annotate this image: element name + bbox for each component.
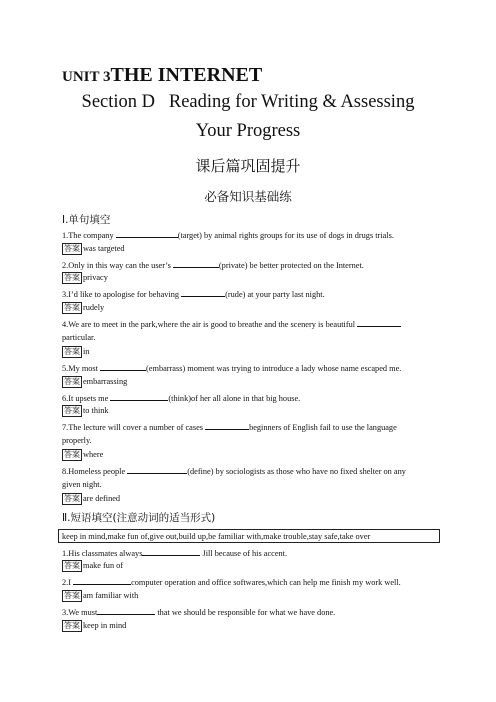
question-7-cont: properly. [62,436,92,445]
answer-7: 答案 where [64,450,104,459]
answer-2: 答案 privacy [64,273,108,282]
question-4-cont: particular. [62,333,96,342]
answer-badge: 答案 [64,273,80,282]
answer-badge: 答案 [64,347,80,356]
answer-4: 答案 in [64,347,90,356]
answer-6: 答案 to think [64,406,109,415]
phrase-box: keep in mind,make fun of,give out,build up,be familiar with,make trouble,stay safe,take over [58,529,440,543]
question-7: 7.The lecture will cover a number of cases beginners of English fail to use the language [62,423,397,432]
question-8-cont: given night. [62,480,102,489]
answer-1: 答案 was targeted [64,244,125,253]
answer-badge: 答案 [64,494,80,503]
unit-number: UNIT 3 [62,69,111,85]
unit-name: THE INTERNET [110,64,263,86]
answer-badge: 答案 [64,406,80,415]
answer-5: 答案 embarrassing [64,377,128,386]
question-4: 4.We are to meet in the park,where the air is good to breathe and the scenery is beautiful [62,318,401,330]
part1-heading: Ⅰ.单句填空 [62,214,111,226]
question-3: 3.I’d like to apologise for behaving (rude) at your party last night. [62,290,325,299]
answer-8: 答案 are defined [64,494,121,503]
section-title-line2: Your Progress [195,121,301,141]
part2-answer-1: 答案 make fun of [64,561,124,570]
subtitle: 课后篇巩固提升 [195,157,301,175]
section-title-line1: Section D Reading for Writing & Assessing [81,92,415,112]
question-2: 2.Only in this way can the user’s (private) be better protected on the Internet. [62,261,364,270]
part2-answer-3: 答案 keep in mind [64,621,127,630]
answer-3: 答案 rudely [64,303,105,312]
question-1: 1.The company (target) by animal rights groups for its use of dogs in drugs trials. [62,231,394,240]
part2-heading: Ⅱ.短语填空(注意动词的适当形式) [62,512,216,524]
part2-answer-2: 答案 am familiar with [64,591,139,600]
answer-badge: 答案 [64,377,80,386]
answer-badge: 答案 [64,591,80,600]
part2-question-2: 2.I computer operation and office softwares,which can help me finish my work well. [62,578,401,587]
answer-badge: 答案 [64,561,80,570]
question-5: 5.My most (embarrass) moment was trying to introduce a lady whose name escaped me. [62,364,402,373]
subheading: 必备知识基础练 [204,189,292,204]
answer-badge: 答案 [64,244,80,253]
unit-title [62,64,262,87]
answer-badge: 答案 [64,303,80,312]
answer-badge: 答案 [64,621,80,630]
part2-question-1: 1.His classmates always Jill because of his accent. [62,549,288,558]
question-6: 6.It upsets me (think)of her all alone in that big house. [62,394,301,403]
question-8: 8.Homeless people (define) by sociologists as those who have no fixed shelter on any [62,467,406,476]
part2-question-3: 3.We must that we should be responsible for what we have done. [62,608,336,617]
answer-badge: 答案 [64,450,80,459]
